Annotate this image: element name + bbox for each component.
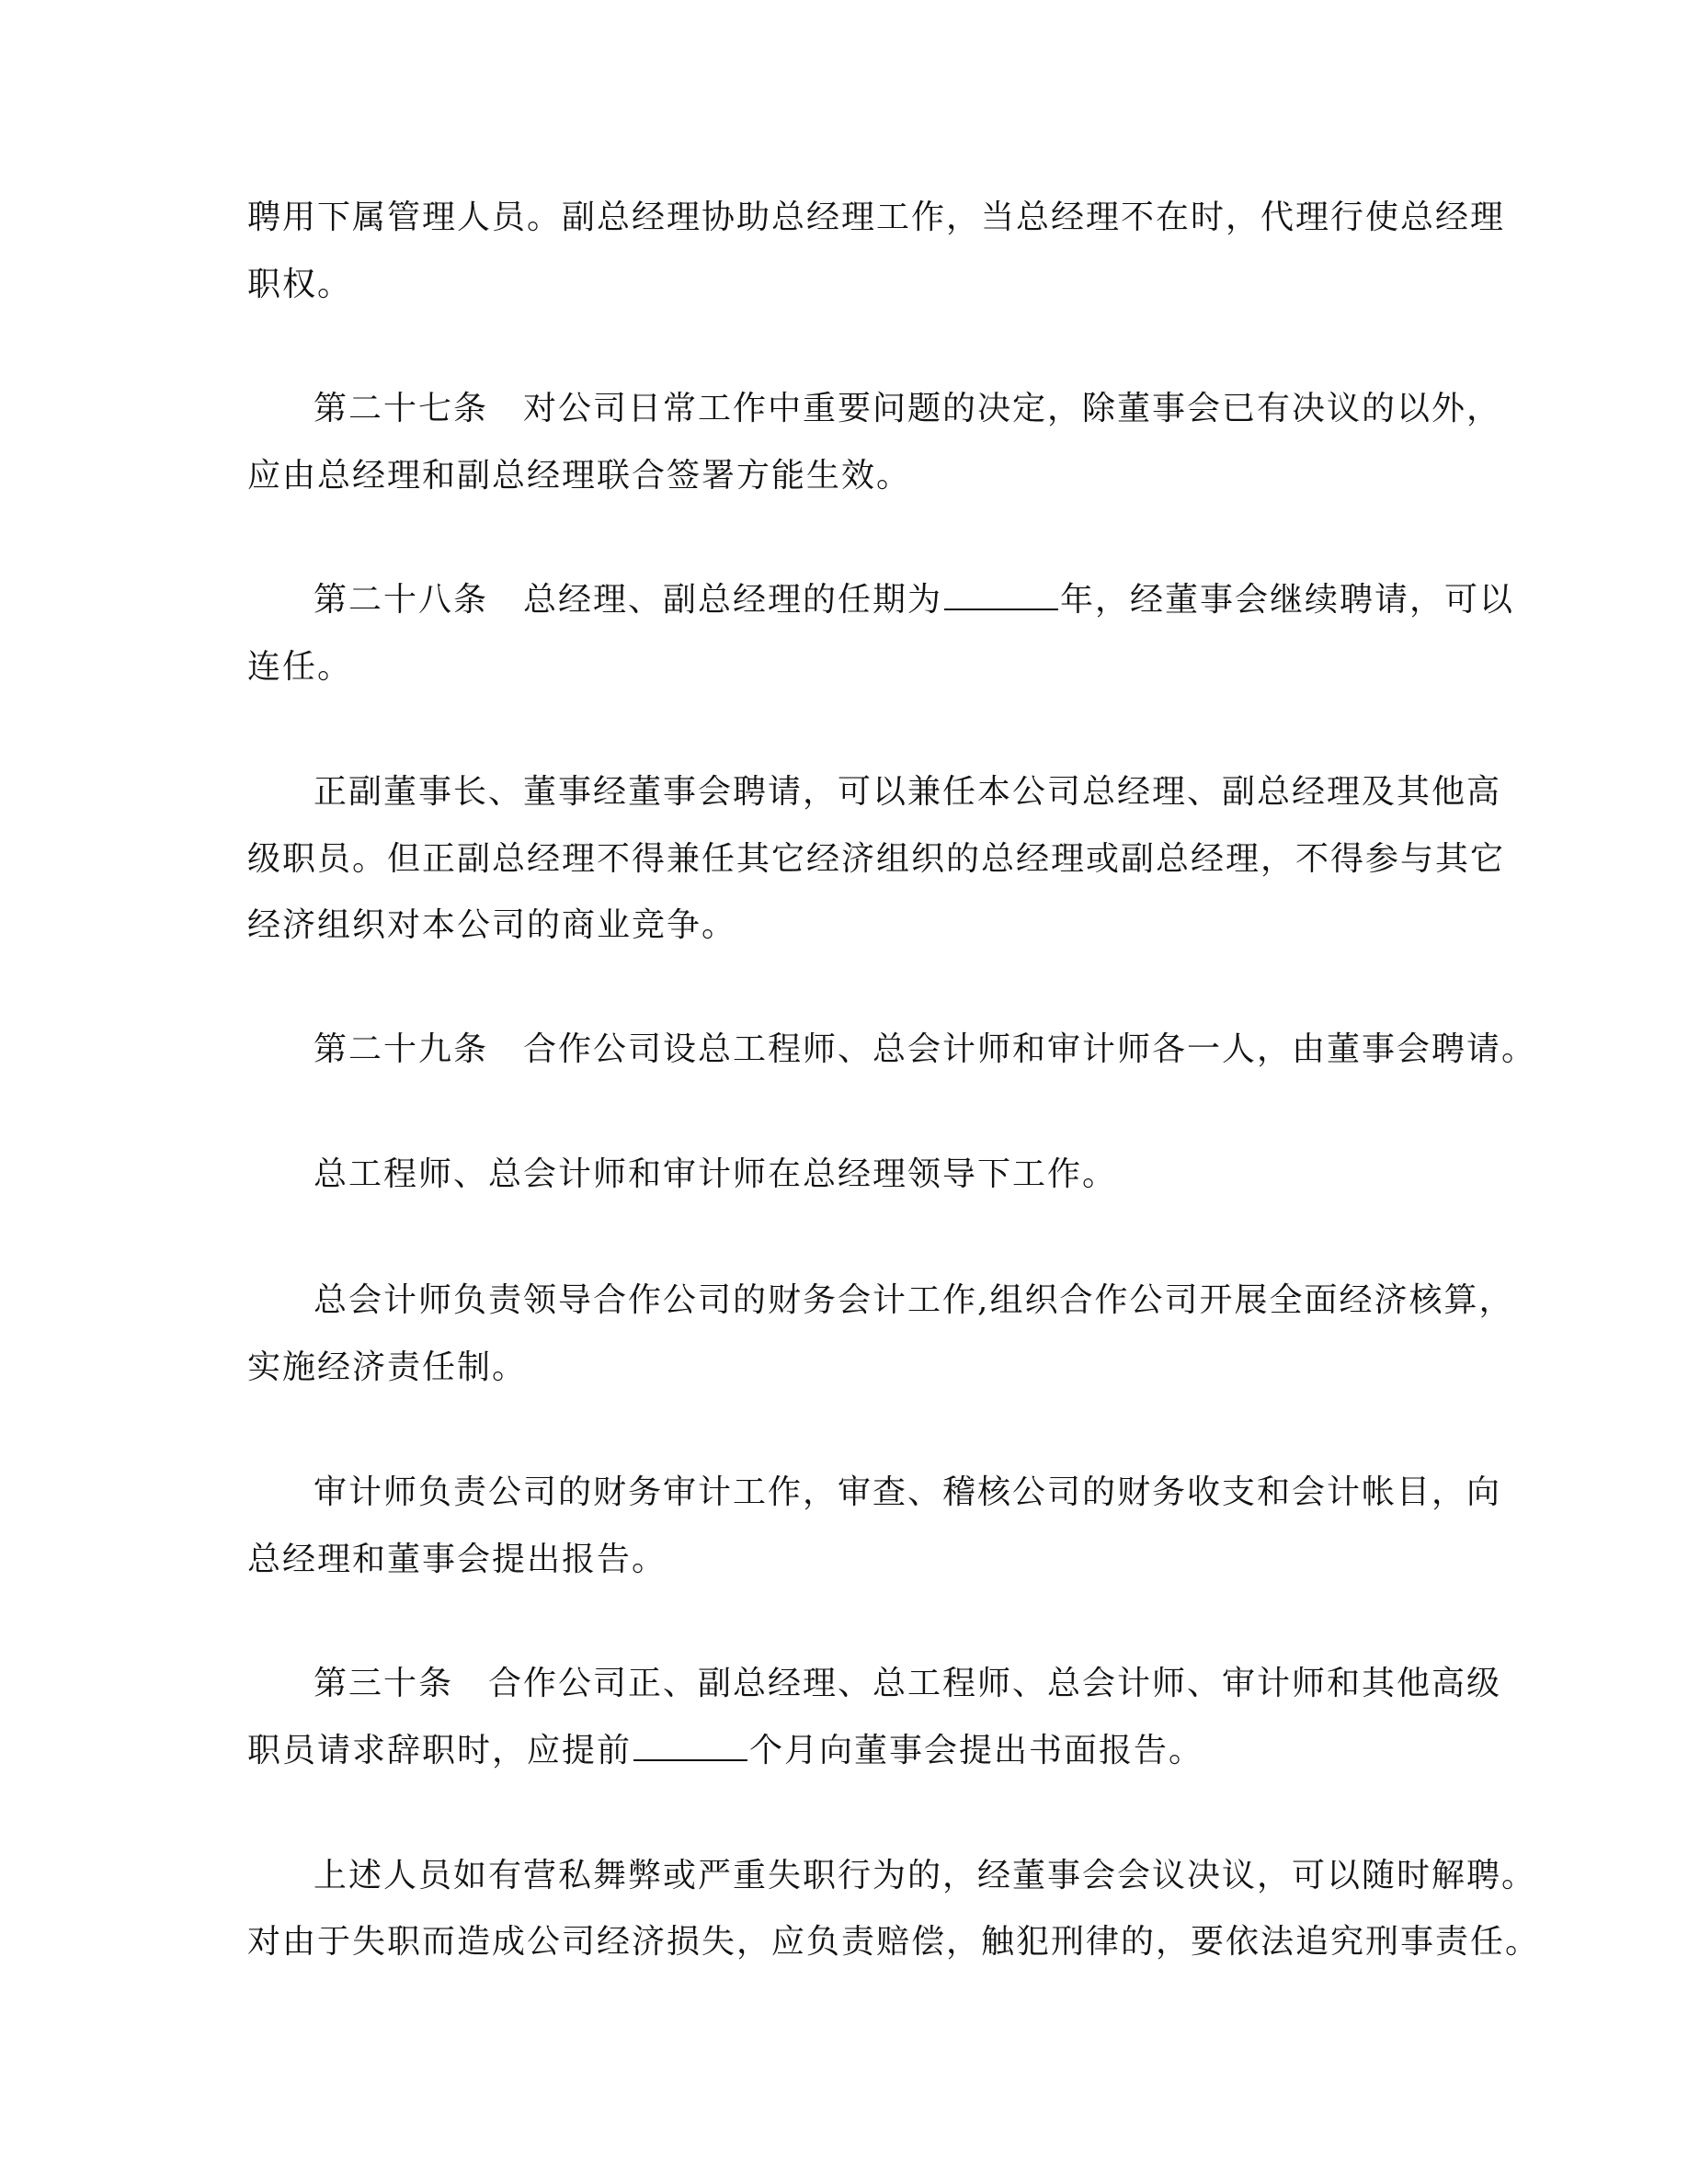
paragraph-10-line-2: 对由于失职而造成公司经济损失，应负责赔偿，触犯刑律的，要依法追究刑事责任。 — [247, 1923, 1541, 1961]
article-27-line-1: 第二十七条 对公司日常工作中重要问题的决定，除董事会已有决议的以外， — [314, 390, 1502, 427]
notice-months-blank — [633, 1732, 747, 1761]
article-29-line-1: 第二十九条 合作公司设总工程师、总会计师和审计师各一人，由董事会聘请。 — [314, 1030, 1537, 1068]
article-30-line-2 — [247, 1729, 1203, 1773]
paragraph-6-line-1: 总工程师、总会计师和审计师在总经理领导下工作。 — [314, 1155, 1118, 1193]
article-30-text-before-blank: 职员请求辞职时，应提前 — [247, 1732, 633, 1769]
paragraph-10-line-1: 上述人员如有营私舞弊或严重失职行为的，经董事会会议决议，可以随时解聘。 — [314, 1857, 1537, 1894]
paragraph-7-line-2: 实施经济责任制。 — [247, 1348, 528, 1386]
article-28-line-2: 连任。 — [247, 648, 353, 686]
article-30-line-1: 第三十条 合作公司正、副总经理、总工程师、总会计师、审计师和其他高级 — [314, 1665, 1502, 1702]
paragraph-8-line-1: 审计师负责公司的财务审计工作，审查、稽核公司的财务收支和会计帐目，向 — [314, 1473, 1502, 1511]
article-28-text-after-blank: 年，经董事会继续聘请，可以 — [1060, 581, 1515, 619]
article-30-text-after-blank: 个月向董事会提出书面报告。 — [749, 1732, 1204, 1769]
paragraph-4-line-3: 经济组织对本公司的商业竞争。 — [247, 906, 737, 944]
paragraph-4-line-2: 级职员。但正副总经理不得兼任其它经济组织的总经理或副总经理，不得参与其它 — [247, 840, 1506, 878]
article-28-text-before-blank: 第二十八条 总经理、副总经理的任期为 — [314, 581, 943, 619]
article-28-line-1 — [314, 578, 1514, 622]
paragraph-1-line-2: 职权。 — [247, 266, 353, 303]
paragraph-4-line-1: 正副董事长、董事经董事会聘请，可以兼任本公司总经理、副总经理及其他高 — [314, 773, 1502, 811]
term-years-blank — [944, 581, 1058, 610]
paragraph-8-line-2: 总经理和董事会提出报告。 — [247, 1541, 667, 1578]
article-27-line-2: 应由总经理和副总经理联合签署方能生效。 — [247, 457, 912, 495]
paragraph-7-line-1: 总会计师负责领导合作公司的财务会计工作,组织合作公司开展全面经济核算， — [314, 1281, 1514, 1319]
paragraph-1-line-1: 聘用下属管理人员。副总经理协助总经理工作，当总经理不在时，代理行使总经理 — [247, 199, 1506, 236]
